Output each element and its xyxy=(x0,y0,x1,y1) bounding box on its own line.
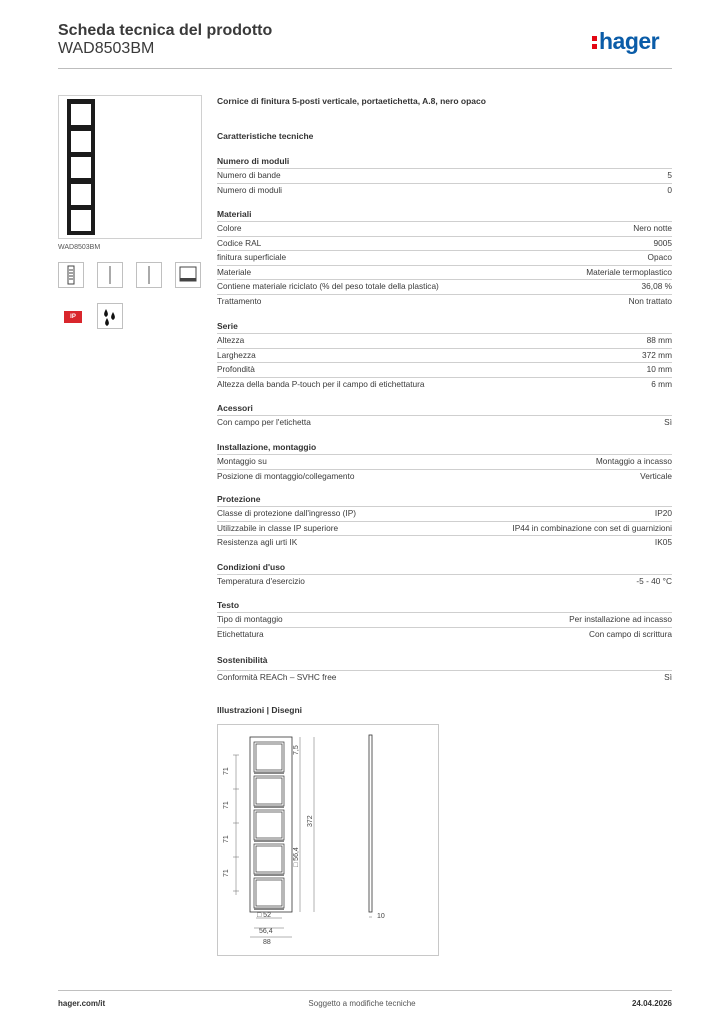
spec-row: Temperatura d'esercizio -5 - 40 °C xyxy=(217,574,672,589)
document-title: Scheda tecnica del prodotto xyxy=(58,22,273,39)
spec-row: Colore Nero notte xyxy=(217,221,672,236)
spec-row: finitura superficiale Opaco xyxy=(217,250,672,265)
footer-date: 24.04.2026 xyxy=(631,999,672,1008)
dim-71-d: 71 xyxy=(223,869,230,877)
spec-row: Classe di protezione dall'ingresso (IP) IP20 xyxy=(217,506,672,521)
logo-dots-icon xyxy=(592,32,597,50)
photo-caption: WAD8503BM xyxy=(58,244,101,251)
spec-row: Codice RAL 9005 xyxy=(217,236,672,251)
dim-71-b: 71 xyxy=(223,801,230,809)
footer-website[interactable]: hager.com/it xyxy=(58,999,106,1008)
dim-88: 88 xyxy=(263,939,271,946)
footer-note: Soggetto a modifiche tecniche xyxy=(308,999,416,1008)
tech-specs-heading: Caratteristiche tecniche xyxy=(217,131,314,141)
section-title: Sostenibilità xyxy=(217,655,268,665)
dim-52: □ 52 xyxy=(257,912,271,919)
product-description: Cornice di finitura 5-posti verticale, portaetichetta, A.8, nero opaco xyxy=(217,96,486,106)
dim-10: 10 xyxy=(377,913,385,920)
ip-rating-icon: IP xyxy=(64,311,82,323)
wall-mount-icon xyxy=(97,262,123,288)
brand-name: hager xyxy=(599,28,660,54)
spec-row: Resistenza agli urti IK IK05 xyxy=(217,535,672,550)
spec-row: Etichettatura Con campo di scrittura xyxy=(217,627,672,642)
section-title: Testo xyxy=(217,600,240,610)
product-code: WAD8503BM xyxy=(58,40,155,57)
spec-row: Materiale Materiale termoplastico xyxy=(217,265,672,280)
dim-7-5: 7,5 xyxy=(293,745,300,755)
dim-56-4-horizontal: 56,4 xyxy=(259,928,273,935)
spec-row: Altezza 88 mm xyxy=(217,333,672,348)
dim-71-c: 71 xyxy=(223,835,230,843)
spec-row: Tipo di montaggio Per installazione ad incasso xyxy=(217,612,672,627)
spec-row: Con campo per l'etichetta Sì xyxy=(217,415,672,430)
spec-row: Montaggio su Montaggio a incasso xyxy=(217,454,672,469)
frame-image xyxy=(67,99,95,235)
dim-372: 372 xyxy=(307,815,314,827)
section-title: Acessori xyxy=(217,403,253,413)
section-title: Installazione, montaggio xyxy=(217,442,317,452)
dim-56-4-vertical: □ 56,4 xyxy=(293,847,300,867)
spec-row: Conformità REACh – SVHC free Sì xyxy=(217,670,672,685)
dim-71-a: 71 xyxy=(223,767,230,775)
section-title: Materiali xyxy=(217,209,252,219)
section-title: Serie xyxy=(217,321,238,331)
product-photo xyxy=(58,95,202,239)
header-divider xyxy=(58,68,672,69)
hager-logo xyxy=(592,28,659,55)
vertical-frame-icon xyxy=(58,262,84,288)
spec-row: Posizione di montaggio/collegamento Verticale xyxy=(217,469,672,484)
spec-row: Trattamento Non trattato xyxy=(217,294,672,309)
side-profile-icon xyxy=(136,262,162,288)
spec-row: Numero di bande 5 xyxy=(217,168,672,183)
spec-row: Profondità 10 mm xyxy=(217,362,672,377)
water-drops-icon xyxy=(97,303,123,329)
footer-divider xyxy=(58,990,672,991)
section-title: Numero di moduli xyxy=(217,156,290,166)
spec-row: Altezza della banda P-touch per il campo di etichettatura 6 mm xyxy=(217,377,672,392)
spec-row: Larghezza 372 mm xyxy=(217,348,672,363)
illustrations-heading: Illustrazioni | Disegni xyxy=(217,705,303,715)
label-holder-icon xyxy=(175,262,201,288)
section-title: Protezione xyxy=(217,494,261,504)
spec-row: Utilizzabile in classe IP superiore IP44 in combinazione con set di guarnizioni xyxy=(217,521,672,536)
spec-row: Contiene materiale riciclato (% del peso totale della plastica) 36,08 % xyxy=(217,279,672,294)
technical-drawing xyxy=(217,724,439,956)
section-title: Condizioni d'uso xyxy=(217,562,286,572)
spec-row: Numero di moduli 0 xyxy=(217,183,672,198)
